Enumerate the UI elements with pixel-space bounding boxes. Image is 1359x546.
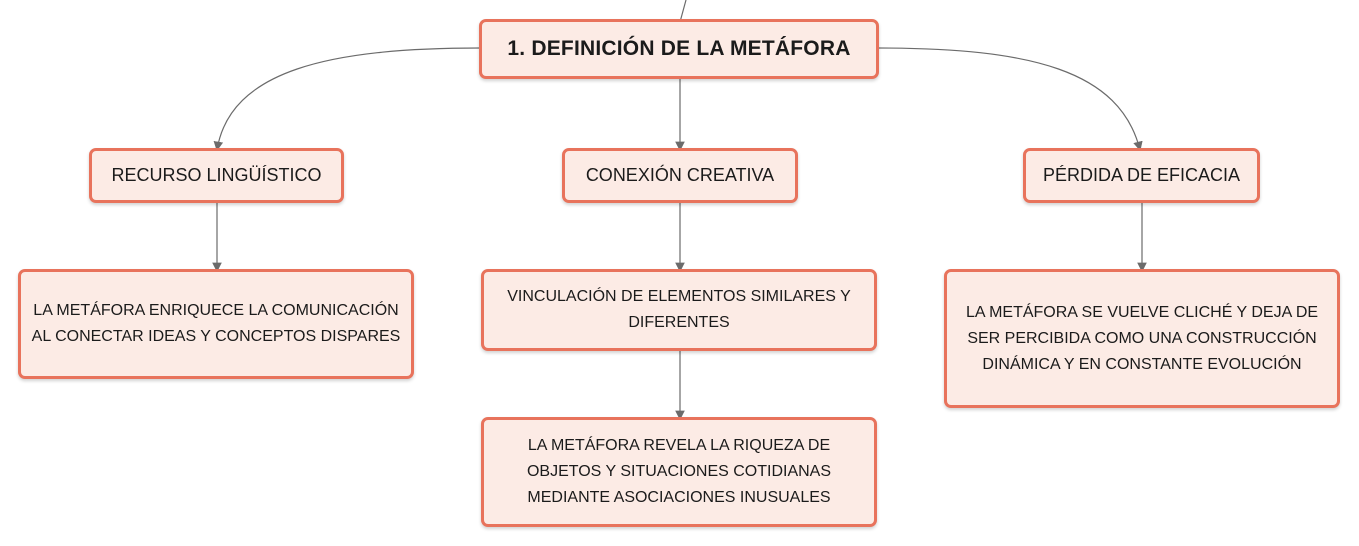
detail-text: LA METÁFORA ENRIQUECE LA COMUNICACIÓN AL CONECTAR IDEAS Y CONCEPTOS DISPARES (31, 302, 401, 345)
branch-label: PÉRDIDA DE EFICACIA (1042, 165, 1241, 185)
branch-node-perdida[interactable] (1023, 148, 1260, 203)
detail-node-conexion-2[interactable] (481, 417, 877, 527)
root-node[interactable] (479, 19, 879, 79)
detail-node-recurso[interactable] (18, 269, 414, 379)
detail-text: VINCULACIÓN DE ELEMENTOS SIMILARES Y DIFERENTES (507, 288, 851, 331)
branch-node-conexion[interactable] (562, 148, 798, 203)
branch-label: RECURSO LINGÜÍSTICO (111, 165, 322, 185)
detail-node-perdida[interactable] (944, 269, 1340, 408)
root-node-label: 1. DEFINICIÓN DE LA METÁFORA (507, 37, 851, 60)
detail-node-conexion-1[interactable] (481, 269, 877, 351)
detail-text: LA METÁFORA SE VUELVE CLICHÉ Y DEJA DE SER PERCIBIDA COMO UNA CONSTRUCCIÓN DINÁMICA Y EN CONSTANTE EVOLUCIÓN (965, 303, 1319, 373)
connector-root-to-perdida (878, 48, 1140, 150)
connector-root-to-recurso (217, 48, 480, 150)
detail-text: LA METÁFORA REVELA LA RIQUEZA DE OBJETOS Y SITUACIONES COTIDIANAS MEDIANTE ASOCIACIONES INUSUALES (526, 437, 832, 506)
branch-label: CONEXIÓN CREATIVA (585, 165, 775, 185)
branch-node-recurso[interactable] (89, 148, 344, 203)
